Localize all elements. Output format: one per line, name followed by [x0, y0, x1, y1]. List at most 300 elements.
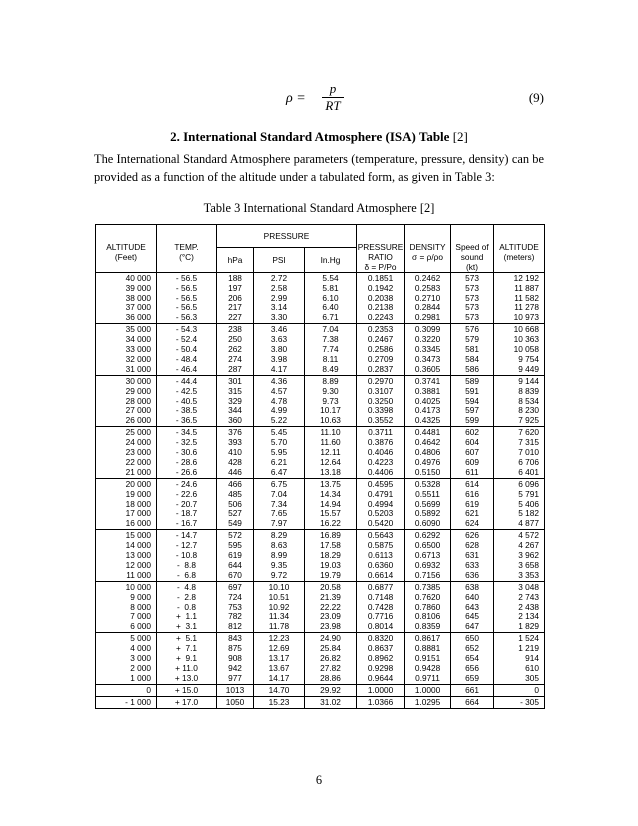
cell-value: 908: [228, 652, 242, 663]
cell-value: 628: [465, 540, 479, 551]
cell-value: - 56.3: [175, 312, 198, 323]
cell-value: 10 058: [513, 344, 540, 355]
cell-value: 3 658: [518, 559, 540, 570]
cell-value: 0: [146, 684, 151, 695]
cell-value: 6 096: [518, 478, 540, 489]
cell-density-ratio: [405, 324, 451, 375]
cell-value: 614: [465, 478, 479, 489]
cell-temperature: [157, 375, 217, 426]
cell-pressure-hpa: [217, 581, 254, 632]
cell-value: 10.92: [268, 601, 290, 612]
cell-value: 0.3741: [414, 375, 441, 386]
cell-value: 19.79: [320, 569, 341, 580]
cell-value: 0.8359: [414, 621, 441, 632]
cell-value: - 0.8: [177, 601, 196, 612]
cell-value: 2.72: [270, 273, 288, 283]
cell-value: - 44.4: [175, 375, 198, 386]
cell-value: 2.99: [270, 292, 288, 303]
cell-value: 0.3250: [367, 395, 394, 406]
cell-value: 9.72: [270, 569, 288, 580]
cell-value: 0.5892: [414, 508, 441, 519]
cell-value: 32 000: [125, 353, 151, 364]
cell-pressure-ratio: [357, 427, 405, 478]
cell-value: 10 668: [513, 324, 540, 335]
cell-value: 18.29: [320, 550, 341, 561]
cell-value: 527: [228, 508, 242, 519]
cell-value: 0.4642: [414, 437, 441, 448]
cell-value: 3.98: [270, 353, 288, 364]
cell-value: 27.82: [320, 662, 341, 673]
cell-altitude-feet: [96, 633, 157, 684]
cell-value: 4.36: [270, 375, 288, 386]
table-row-group: [96, 684, 545, 696]
cell-value: 17 000: [125, 508, 151, 519]
cell-speed-of-sound: [451, 684, 494, 696]
equation-fraction: [322, 82, 344, 113]
cell-value: 597: [465, 405, 479, 416]
cell-altitude-feet: [96, 427, 157, 478]
cell-altitude-meters: [494, 581, 545, 632]
table-row-group: [96, 530, 545, 581]
cell-value: 7.97: [270, 518, 288, 529]
cell-value: 12.69: [268, 643, 290, 654]
cell-value: 607: [465, 447, 479, 458]
cell-value: 4 267: [518, 540, 540, 551]
cell-altitude-meters: [494, 530, 545, 581]
cell-value: 3 962: [518, 550, 540, 561]
cell-pressure-hpa: [217, 530, 254, 581]
cell-value: 0.7716: [367, 611, 394, 622]
cell-value: - 30.6: [175, 447, 198, 458]
cell-value: 6.71: [322, 312, 339, 323]
cell-value: 0.6113: [368, 550, 393, 561]
cell-pressure-psi: [254, 427, 305, 478]
cell-speed-of-sound: [451, 633, 494, 684]
cell-density-ratio: [405, 427, 451, 478]
cell-pressure-ratio: [357, 530, 405, 581]
cell-value: 20.58: [320, 581, 341, 592]
cell-value: 12.64: [320, 456, 341, 467]
cell-value: 33 000: [125, 344, 151, 355]
cell-value: 7 315: [518, 437, 540, 448]
cell-value: 30 000: [125, 375, 151, 386]
cell-value: - 56.5: [175, 282, 198, 293]
cell-value: 875: [228, 643, 242, 654]
cell-value: 573: [465, 282, 479, 293]
cell-value: 4.99: [270, 405, 288, 416]
cell-value: + 11.0: [175, 662, 198, 673]
cell-value: 28.86: [320, 672, 341, 683]
cell-pressure-hpa: [217, 324, 254, 375]
cell-value: 0.8106: [414, 611, 441, 622]
cell-value: 2 000: [130, 662, 151, 673]
cell-value: 595: [228, 540, 242, 551]
cell-value: 28 000: [125, 395, 151, 406]
cell-value: 301: [228, 375, 242, 386]
cell-value: - 14.7: [175, 530, 198, 541]
cell-value: 633: [465, 559, 479, 570]
equation-numerator: p: [329, 81, 337, 96]
cell-value: 0.4481: [414, 427, 441, 438]
cell-value: 0.6090: [414, 518, 441, 529]
cell-value: 2.58: [270, 282, 288, 293]
cell-pressure-ratio: [357, 684, 405, 696]
cell-altitude-meters: [494, 684, 545, 696]
cell-value: 6.40: [322, 302, 339, 313]
cell-altitude-meters: [494, 375, 545, 426]
cell-pressure-inhg: [305, 375, 357, 426]
cell-value: 4 572: [518, 530, 540, 541]
cell-value: - 10.8: [175, 550, 198, 561]
cell-value: 2 438: [518, 601, 540, 612]
cell-value: 0.2981: [414, 312, 441, 323]
cell-temperature: [157, 633, 217, 684]
cell-value: 0.2710: [414, 292, 441, 303]
cell-value: 5.70: [270, 437, 288, 448]
cell-value: 654: [465, 652, 479, 663]
cell-value: 36 000: [125, 312, 151, 323]
table-caption: Table 3 International Standard Atmosphere [2]: [203, 201, 435, 215]
cell-value: 0.3711: [368, 427, 393, 438]
cell-value: 0.6500: [414, 540, 441, 551]
equation-denominator: RT: [325, 98, 341, 113]
cell-value: 1 829: [518, 621, 540, 632]
cell-value: 21 000: [125, 466, 151, 477]
cell-value: 0.9711: [415, 672, 440, 683]
cell-value: 11.10: [320, 427, 341, 438]
cell-value: 274: [228, 353, 242, 364]
cell-value: 670: [228, 569, 242, 580]
cell-value: 8.63: [270, 540, 288, 551]
cell-value: 12 000: [125, 559, 151, 570]
cell-value: 0.6932: [414, 559, 441, 570]
cell-value: 11 582: [514, 292, 540, 303]
cell-value: 4.17: [270, 363, 288, 374]
cell-value: 643: [465, 601, 479, 612]
cell-value: 0.1942: [367, 282, 394, 293]
cell-value: - 56.5: [175, 292, 198, 303]
cell-value: 22.22: [320, 601, 341, 612]
cell-pressure-inhg: [305, 684, 357, 696]
cell-value: 15.23: [268, 697, 290, 708]
cell-value: - 32.5: [175, 437, 198, 448]
cell-value: 724: [228, 591, 242, 602]
cell-value: 0.7385: [414, 581, 441, 592]
cell-value: 0.2837: [367, 363, 394, 374]
cell-pressure-inhg: [305, 697, 357, 709]
cell-value: 21.39: [320, 591, 341, 602]
cell-value: 0.6360: [367, 559, 394, 570]
cell-value: 11.78: [268, 621, 290, 632]
cell-altitude-meters: [494, 324, 545, 375]
cell-temperature: [157, 427, 217, 478]
table-row-group: [96, 375, 545, 426]
cell-value: 23.98: [320, 621, 341, 632]
cell-pressure-psi: [254, 633, 305, 684]
isa-table: [95, 224, 545, 709]
table-row-group: [96, 478, 545, 529]
cell-altitude-feet: [96, 478, 157, 529]
cell-value: 659: [465, 672, 479, 683]
cell-pressure-hpa: [217, 427, 254, 478]
cell-value: 609: [465, 456, 479, 467]
cell-density-ratio: [405, 273, 451, 324]
cell-value: 0.3220: [414, 334, 441, 345]
cell-value: 0.4791: [367, 488, 394, 499]
cell-value: 428: [228, 456, 242, 467]
cell-value: + 5.1: [176, 633, 197, 644]
cell-value: 14.70: [268, 684, 290, 695]
cell-value: 0.7148: [367, 591, 394, 602]
cell-value: 9 144: [518, 375, 540, 386]
cell-value: 5 791: [518, 488, 540, 499]
cell-altitude-feet: [96, 530, 157, 581]
cell-value: 227: [228, 312, 242, 323]
cell-value: 0.7428: [367, 601, 394, 612]
cell-value: 14 000: [125, 540, 151, 551]
cell-value: 13 000: [125, 550, 151, 561]
cell-value: 0.5511: [415, 488, 440, 499]
cell-value: 7 620: [518, 427, 540, 438]
cell-value: - 6.8: [177, 569, 196, 580]
cell-value: - 16.7: [175, 518, 198, 529]
cell-value: 12.23: [268, 633, 290, 644]
cell-value: 446: [228, 466, 242, 477]
cell-value: 599: [465, 415, 479, 426]
cell-value: 584: [465, 353, 479, 364]
cell-value: 0.2038: [367, 292, 394, 303]
cell-value: 0.2583: [414, 282, 441, 293]
cell-value: 16.89: [320, 530, 341, 541]
cell-altitude-meters: [494, 273, 545, 324]
cell-value: 5 000: [130, 633, 151, 644]
cell-value: 0.3876: [367, 437, 394, 448]
cell-pressure-hpa: [217, 478, 254, 529]
cell-altitude-feet: [96, 273, 157, 324]
cell-speed-of-sound: [451, 427, 494, 478]
cell-value: 5.45: [270, 427, 288, 438]
cell-pressure-psi: [254, 478, 305, 529]
cell-pressure-psi: [254, 697, 305, 709]
table-row-group: [96, 324, 545, 375]
cell-temperature: [157, 273, 217, 324]
cell-value: 9.35: [270, 559, 288, 570]
cell-pressure-psi: [254, 375, 305, 426]
cell-value: - 18.7: [175, 508, 198, 519]
cell-value: 9.73: [322, 395, 339, 406]
cell-density-ratio: [405, 697, 451, 709]
cell-value: 7.04: [270, 488, 288, 499]
cell-value: 10 363: [513, 334, 540, 345]
cell-pressure-hpa: [217, 273, 254, 324]
cell-value: 485: [228, 488, 242, 499]
cell-value: - 22.6: [175, 488, 198, 499]
cell-value: 0.4173: [414, 405, 441, 416]
cell-value: - 8.8: [177, 559, 196, 570]
cell-value: - 56.5: [175, 273, 198, 283]
cell-value: 5 182: [518, 508, 540, 519]
cell-altitude-feet: [96, 581, 157, 632]
cell-value: 26.82: [320, 652, 341, 663]
cell-value: 5.54: [322, 273, 339, 283]
cell-value: 27 000: [125, 405, 151, 416]
cell-value: 594: [465, 395, 479, 406]
cell-value: 7 000: [130, 611, 151, 622]
cell-value: 0.3552: [367, 415, 394, 426]
cell-value: 9.30: [322, 385, 339, 396]
cell-value: 0.3107: [367, 385, 394, 396]
cell-value: - 28.6: [175, 456, 198, 467]
cell-value: 624: [465, 518, 479, 529]
cell-value: 0.8881: [414, 643, 441, 654]
cell-value: 640: [465, 591, 479, 602]
header-density: DENSITY σ = ρ/ρo: [405, 225, 451, 273]
cell-value: 610: [525, 662, 540, 673]
header-psi: PSI: [254, 247, 305, 272]
cell-pressure-psi: [254, 581, 305, 632]
cell-value: 11 000: [126, 569, 151, 580]
cell-value: 0.2970: [367, 375, 394, 386]
equation-lhs: ρ =: [286, 91, 306, 106]
cell-value: 3.63: [270, 334, 288, 345]
cell-value: 8.49: [322, 363, 339, 374]
cell-value: 664: [465, 697, 479, 708]
cell-value: 10.51: [268, 591, 290, 602]
cell-value: 572: [228, 530, 242, 541]
cell-value: 619: [228, 550, 242, 561]
cell-value: 22 000: [125, 456, 151, 467]
cell-value: 576: [465, 324, 479, 335]
table-row-group: [96, 633, 545, 684]
cell-value: 611: [465, 466, 479, 477]
cell-altitude-meters: [494, 427, 545, 478]
cell-value: 977: [228, 672, 242, 683]
cell-density-ratio: [405, 633, 451, 684]
cell-value: 1.0295: [414, 697, 441, 708]
cell-value: 647: [465, 621, 479, 632]
cell-value: 0.3473: [414, 353, 441, 364]
cell-value: 329: [228, 395, 242, 406]
cell-value: 40 000: [125, 273, 151, 283]
cell-value: 0.4976: [414, 456, 441, 467]
cell-value: 812: [228, 621, 242, 632]
cell-value: 0.9644: [367, 672, 394, 683]
cell-value: 2 134: [518, 611, 540, 622]
cell-value: 7.34: [270, 498, 288, 509]
cell-value: + 13.0: [174, 672, 199, 683]
cell-pressure-ratio: [357, 324, 405, 375]
cell-value: 0.8320: [367, 633, 394, 644]
table-row-group: [96, 697, 545, 709]
cell-value: 9 000: [130, 591, 151, 602]
cell-value: 6 401: [518, 466, 540, 477]
cell-value: 238: [228, 324, 242, 335]
cell-value: 3 000: [130, 652, 151, 663]
cell-value: 9 754: [518, 353, 540, 364]
section-heading: [0, 129, 638, 145]
cell-value: 4.78: [270, 395, 288, 406]
cell-value: 1.0366: [367, 697, 394, 708]
cell-pressure-ratio: [357, 375, 405, 426]
cell-pressure-ratio: [357, 633, 405, 684]
cell-value: 7 010: [518, 447, 540, 458]
cell-value: - 4.8: [177, 581, 196, 592]
cell-value: 7.65: [270, 508, 288, 519]
cell-value: - 50.4: [175, 344, 198, 355]
cell-value: - 24.6: [175, 478, 198, 489]
cell-value: 0.8617: [414, 633, 441, 644]
cell-value: 5.22: [270, 415, 288, 426]
cell-pressure-hpa: [217, 697, 254, 709]
cell-value: 3.30: [270, 312, 288, 323]
cell-pressure-inhg: [305, 633, 357, 684]
cell-density-ratio: [405, 478, 451, 529]
cell-value: 1050: [225, 697, 245, 708]
cell-value: 24.90: [320, 633, 341, 644]
table-row-group: [96, 581, 545, 632]
cell-value: 0.4595: [367, 478, 394, 489]
cell-value: - 52.4: [175, 334, 198, 345]
cell-value: 0.4406: [367, 466, 394, 477]
cell-value: 0.5643: [367, 530, 394, 541]
cell-temperature: [157, 684, 217, 696]
cell-value: 0.5699: [414, 498, 441, 509]
cell-altitude-meters: [494, 697, 545, 709]
cell-value: 3 353: [518, 569, 540, 580]
cell-value: 13.75: [320, 478, 341, 489]
cell-value: 0.3881: [414, 385, 441, 396]
cell-value: 0.2844: [414, 302, 441, 313]
cell-value: + 7.1: [176, 643, 197, 654]
cell-value: 638: [465, 581, 479, 592]
cell-value: 942: [228, 662, 242, 673]
equation-9: [0, 82, 638, 116]
cell-value: 621: [465, 508, 479, 519]
header-temp: TEMP. (°C): [157, 225, 217, 273]
cell-value: 6.10: [322, 292, 339, 303]
cell-value: 16.22: [320, 518, 341, 529]
cell-value: 250: [228, 334, 242, 345]
cell-value: 14.17: [268, 672, 290, 683]
cell-value: 262: [228, 344, 242, 355]
cell-value: 914: [525, 652, 540, 663]
cell-value: 0.7156: [414, 569, 441, 580]
cell-value: 753: [228, 601, 242, 612]
cell-altitude-feet: [96, 375, 157, 426]
cell-value: 656: [465, 662, 479, 673]
cell-value: 10 000: [125, 581, 151, 592]
cell-pressure-psi: [254, 324, 305, 375]
cell-pressure-ratio: [357, 273, 405, 324]
cell-speed-of-sound: [451, 697, 494, 709]
cell-value: 344: [228, 405, 242, 416]
cell-value: 25 000: [125, 427, 151, 438]
cell-pressure-psi: [254, 530, 305, 581]
cell-value: 6.21: [270, 456, 288, 467]
cell-value: - 26.6: [175, 466, 198, 477]
cell-pressure-inhg: [305, 324, 357, 375]
cell-value: 19 000: [125, 488, 151, 499]
cell-speed-of-sound: [451, 324, 494, 375]
cell-value: 619: [465, 498, 479, 509]
cell-pressure-ratio: [357, 478, 405, 529]
cell-temperature: [157, 324, 217, 375]
cell-value: 4 877: [518, 518, 540, 529]
equation-number: (9): [528, 90, 544, 105]
cell-pressure-inhg: [305, 530, 357, 581]
header-hpa: hPa: [217, 247, 254, 272]
cell-value: 10.10: [268, 581, 290, 592]
